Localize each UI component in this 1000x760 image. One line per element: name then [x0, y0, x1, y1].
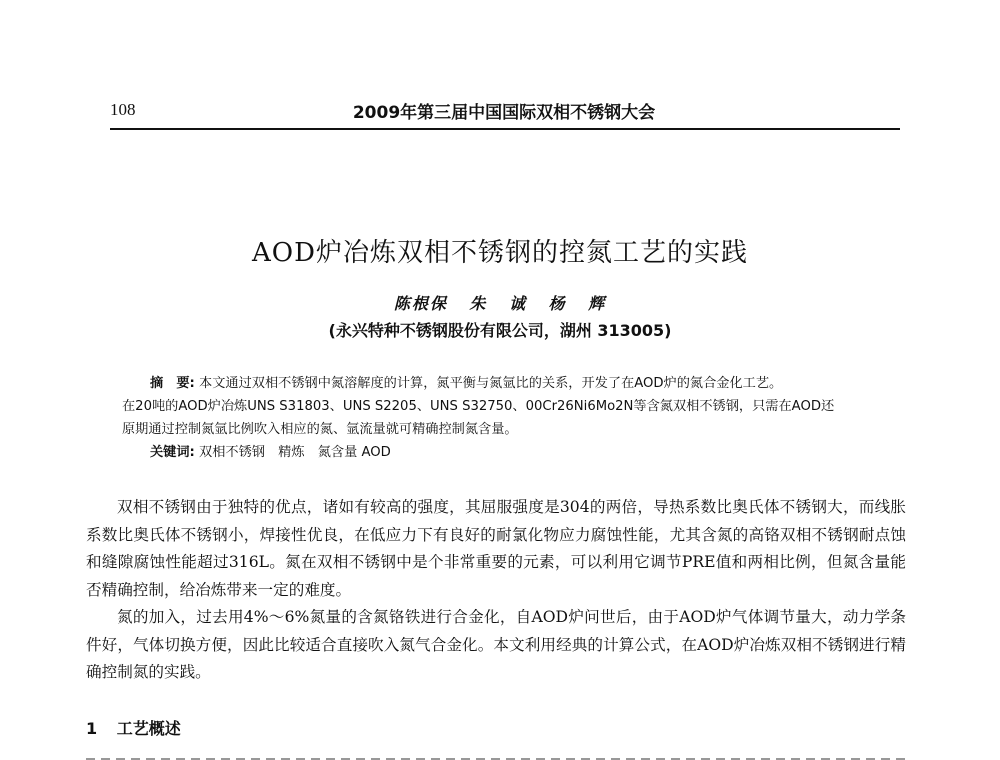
- keywords-text: 双相不锈钢 精炼 氮含量 AOD: [199, 445, 391, 460]
- abstract-line-2: 在20吨的AOD炉冶炼UNS S31803、UNS S2205、UNS S32750、00Cr26Ni6Mo2N等含氮双相不锈钢，只需在AOD还: [122, 399, 835, 414]
- abstract-line-1: [122, 372, 882, 395]
- section-heading-1: [86, 716, 181, 739]
- running-title: 2009年第三届中国国际双相不锈钢大会: [352, 103, 656, 123]
- abstract-label: 摘 要:: [150, 376, 195, 391]
- section-title: 工艺概述: [116, 719, 181, 738]
- affiliation: (永兴特种不锈钢股份有限公司，湖州 313005): [328, 321, 672, 340]
- authors: 陈根保 朱 诚 杨 辉: [393, 294, 607, 313]
- body-text: [86, 494, 906, 687]
- paper-title: AOD炉冶炼双相不锈钢的控氮工艺的实践: [252, 238, 748, 268]
- body-paragraph-2: 氮的加入，过去用4%～6%氮量的含氮铬铁进行合金化，自AOD炉问世后，由于AOD炉气体调节量大，动力学条件好，气体切换方便，因此比较适合直接吹入氮气合金化。本文利用经典的计算公式，在AOD炉冶炼双相不锈钢进行精确控制氮的实践。: [86, 608, 906, 681]
- cut-off-text-line: [86, 752, 906, 760]
- body-paragraph-1: 双相不锈钢由于独特的优点，诸如有较高的强度，其屈服强度是304的两倍，导热系数比奥氏体不锈钢大，而线胀系数比奥氏体不锈钢小，焊接性优良，在低应力下有良好的耐氯化物应力腐蚀性能，尤其含氮的高铬双相不锈钢耐点蚀和缝隙腐蚀性能超过316L。氮在双相不锈钢中是个非常重要的元素，可以利用它调节PRE值和两相比例，但氮含量能否精确控制，给冶炼带来一定的难度。: [86, 498, 906, 599]
- abstract: [122, 372, 882, 464]
- page-number: 108: [110, 100, 136, 119]
- abstract-line-3: 原期通过控制氮氩比例吹入相应的氮、氩流量就可精确控制氮含量。: [122, 422, 518, 437]
- page-header: [110, 96, 898, 126]
- abstract-text-1: 本文通过双相不锈钢中氮溶解度的计算，氮平衡与氮氩比的关系，开发了在AOD炉的氮合金化工艺。: [199, 376, 783, 391]
- header-rule: [110, 128, 900, 130]
- keywords-label: 关键词:: [150, 445, 195, 460]
- section-number: 1: [86, 719, 98, 738]
- keywords-line: [122, 441, 882, 464]
